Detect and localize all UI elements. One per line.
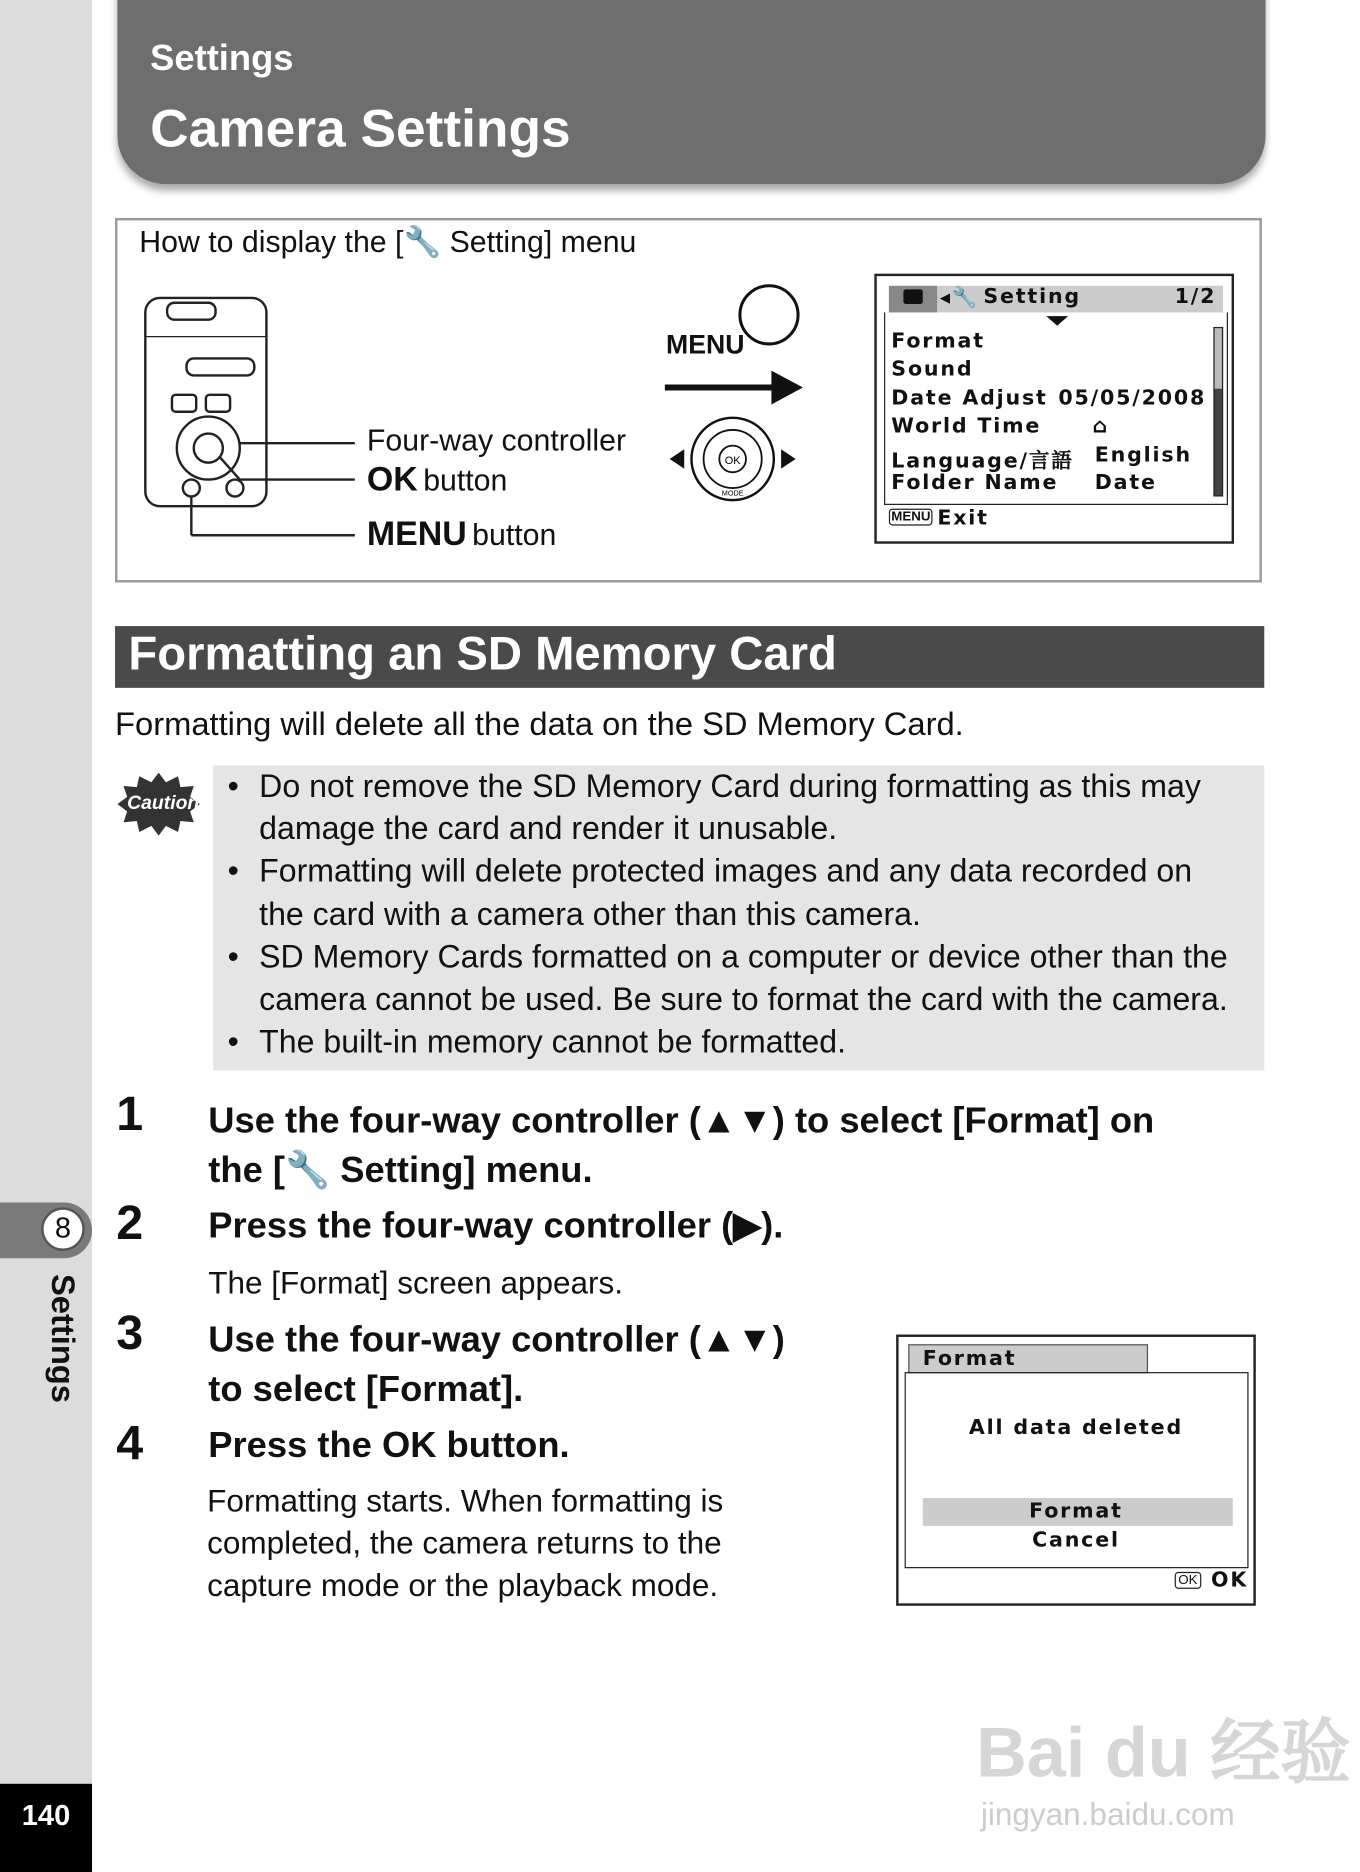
ok-button-label [367,460,507,499]
caution-item: • The built-in memory cannot be formatted. [227,1023,846,1060]
menu-item[interactable]: Folder Name Date [891,471,1157,496]
setting-menu-screen [874,274,1234,544]
dial-ok-label: OK [724,454,741,467]
ok-key-icon: OK [1175,1572,1202,1589]
menu-button-text: button [472,518,557,553]
camera-illustration [133,288,375,554]
chapter-label: Settings [44,1273,82,1403]
caution-item: • SD Memory Cards formatted on a computer or device other than the camera cannot be used. Be sure to format the card with the camera. [227,938,1228,1018]
caution-item: • Formatting will delete protected images and any data recorded on the card with a camera other than this camera. [227,853,1193,932]
format-screen [896,1335,1256,1606]
menu-item[interactable]: Date Adjust 05/05/2008 [891,386,1207,411]
page-number: 140 [0,1784,92,1872]
ok-label: OK [1211,1568,1249,1593]
format-message: All data deleted [968,1415,1184,1440]
page-title: Camera Settings [150,99,571,159]
step-2-text: Press the four-way controller (▶). [208,1206,784,1247]
watermark-url: jingyan.baidu.com [980,1795,1235,1833]
menu-items [891,329,1206,499]
scroll-down-icon [1046,316,1068,326]
step-2-body: The [Format] screen appears. [208,1264,624,1301]
scrollbar[interactable] [1213,327,1223,497]
step-4-body: Formatting starts. When formatting is completed, the camera returns to the capture mode or the playback mode. [207,1482,724,1604]
menu-item[interactable]: Language/言語 English [891,442,1192,473]
caution-list [228,765,1269,1063]
caution-badge: Caution [127,793,200,814]
how-to-title: How to display the [🔧 Setting] menu [139,225,637,260]
menu-item[interactable]: Format [891,329,985,354]
step-number: 1 [116,1087,144,1141]
menu-press-diagram [660,281,811,511]
format-option[interactable]: Format [1029,1499,1123,1524]
watermark-logo: Bai du 经验 [976,1713,1351,1793]
format-title: Format [922,1346,1017,1371]
page-indicator: 1/2 [1174,284,1217,309]
wrench-icon: ◂🔧 [939,285,980,311]
caution-item: • Do not remove the SD Memory Card during formatting as this may damage the card and render it unusable. [227,767,1201,847]
menu-press-label: MENU [666,329,745,360]
menu-item[interactable]: World Time ⌂ [891,414,1109,439]
menu-key-icon: MENU [889,509,933,526]
sidebar [0,0,92,1872]
step-number: 3 [116,1306,144,1360]
section-title: Formatting an SD Memory Card [128,628,837,681]
step-1-text: Use the four-way controller (▲▼) to select [Format] on the [🔧 Setting] menu. [208,1100,1155,1191]
setting-tab-label: Setting [983,284,1081,309]
step-4-text: Press the OK button. [208,1425,570,1466]
menu-glyph: MENU [366,514,467,553]
step-3-text: Use the four-way controller (▲▼) to select [Format]. [208,1319,785,1410]
exit-label: Exit [937,506,989,531]
arrow-right-icon [771,371,802,405]
menu-item[interactable]: Sound [891,357,974,382]
ok-button-text: button [423,463,508,498]
dial-mode-label: MODE [721,488,744,498]
menu-button-label [367,515,556,554]
cancel-option[interactable]: Cancel [1032,1528,1120,1553]
menu-button-icon [740,286,798,344]
camera-tab-icon [889,286,937,313]
header-section: Settings [150,38,294,79]
step-number: 2 [116,1196,144,1250]
step-number: 4 [116,1416,144,1471]
ok-glyph: OK [366,460,418,498]
intro-text: Formatting will delete all the data on the SD Memory Card. [115,706,964,743]
chapter-number: 8 [41,1207,85,1251]
four-way-label: Four-way controller [366,423,627,458]
